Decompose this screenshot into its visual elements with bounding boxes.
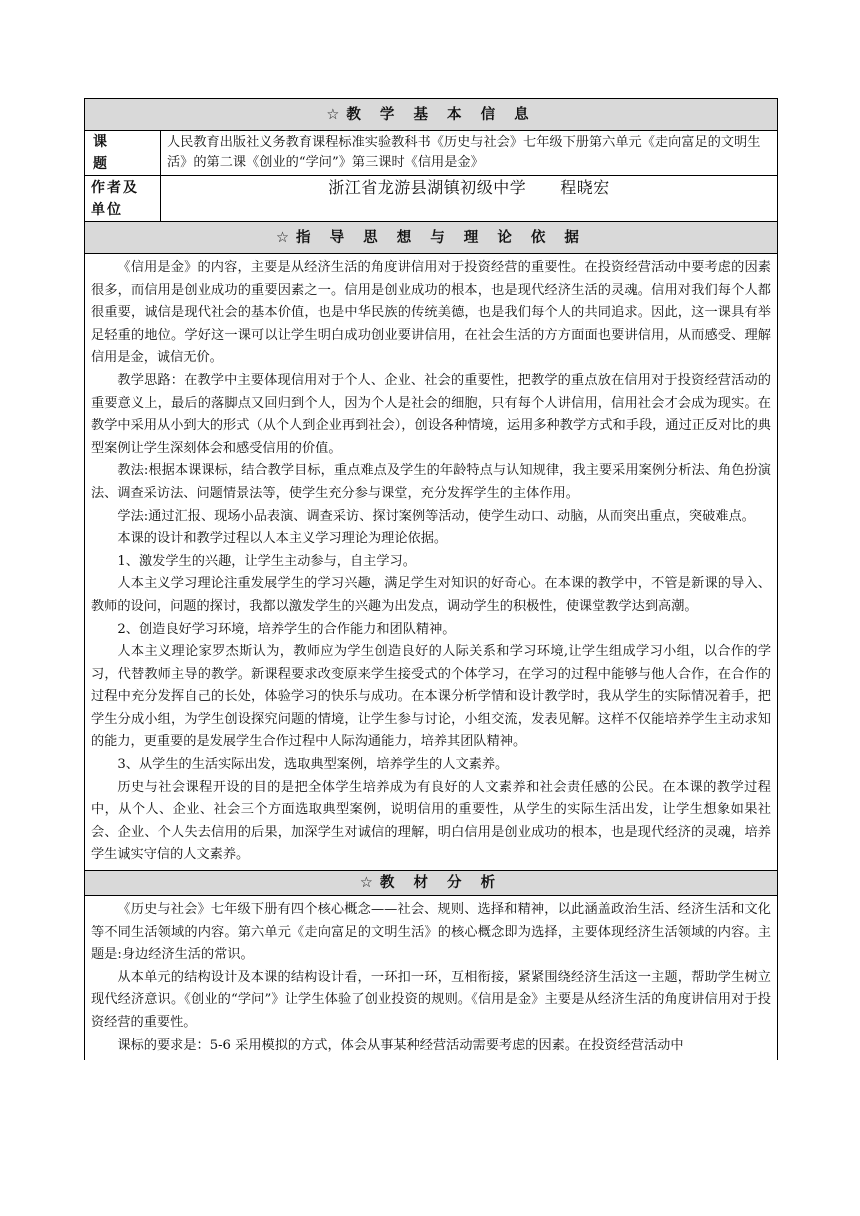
guiding-paragraph: 历史与社会课程开设的目的是把全体学生培养成为有良好的人文素养和社会责任感的公民。在本课的教学过程中，从个人、企业、社会三个方面选取典型案例，说明信用的重要性，从学生的实际生活出发，让学生想象如果社会、企业、个人失去信用的后果，加深学生对诚信的理解，明白信用是创业成功的根本，也是现代经济的灵魂，培养学生诚实守信的人文素养。 (91, 779, 771, 863)
textbook-paragraph: 从本单元的结构设计及本课的结构设计看，一环扣一环，互相衔接，紧紧围绕经济生活这一主题，帮助学生树立现代经济意识。《创业的“学问”》让学生体验了创业投资的规则。《信用是金》主要是从经济生活的角度讲信用对于投资经营的重要性。 (91, 969, 771, 1030)
guiding-header-row (85, 222, 778, 254)
guiding-paragraph: 1、激发学生的兴趣，让学生主动参与，自主学习。 (117, 553, 416, 569)
textbook-paragraph: 课标的要求是：5-6 采用模拟的方式，体会从事某种经营活动需要考虑的因素。在投资经营活动中 (117, 1037, 684, 1053)
lesson-plan-table (84, 98, 778, 1060)
guiding-paragraph: 本课的设计和教学过程以人本主义学习理论为理论依据。 (117, 531, 448, 547)
guiding-header: ☆指 导 思 想 与 理 论 依 据 (85, 222, 778, 254)
author-row (85, 176, 778, 222)
textbook-body-row (85, 896, 778, 1061)
topic-row (85, 131, 778, 176)
author-info (161, 176, 778, 222)
textbook-header: ☆教 材 分 析 (85, 871, 778, 896)
author-school: 浙江省龙游县湖镇初级中学 (328, 178, 527, 197)
textbook-body (85, 896, 778, 1061)
textbook-paragraph: 《历史与社会》七年级下册有四个核心概念——社会、规则、选择和精神，以此涵盖政治生活、经济生活和文化等不同生活领域的内容。第六单元《走向富足的文明生活》的核心概念即为选择，主要体现经济生活领域的内容。主题是:身边经济生活的常识。 (91, 902, 771, 963)
guiding-body (85, 254, 778, 871)
basic-info-header: ☆教 学 基 本 信 息 (85, 99, 778, 131)
guiding-paragraph: 人本主义理论家罗杰斯认为，教师应为学生创造良好的人际关系和学习环境,让学生组成学习小组，以合作的学习，代替教师主导的教学。新课程要求改变原来学生接受式的个体学习，在学习的过程中能够与他人合作，在合作的过程中充分发挥自己的长处，体验学习的快乐与成功。在本课分析学情和设计教学时，我从学生的实际情况着手，把学生分成小组，为学生创设探究问题的情境，让学生参与讨论，小组交流，发表见解。这样不仅能培养学生主动求知的能力，更重要的是发展学生合作过程中人际沟通能力，培养其团队精神。 (91, 644, 772, 750)
guiding-body-row (85, 254, 778, 871)
guiding-paragraph: 3、从学生的生活实际出发，选取典型案例，培养学生的人文素养。 (117, 757, 509, 773)
guiding-paragraph: 2、创造良好学习环境，培养学生的合作能力和团队精神。 (117, 621, 456, 637)
guiding-paragraph: 《信用是金》的内容，主要是从经济生活的角度讲信用对于投资经营的重要性。在投资经营活动中要考虑的因素很多，而信用是创业成功的重要因素之一。信用是创业成功的根本，也是现代经济生活的灵魂。信用对我们每个人都很重要，诚信是现代社会的基本价值，也是中华民族的传统美德，也是我们每个人的共同追求。因此，这一课具有举足轻重的地位。学好这一课可以让学生明白成功创业要讲信用，在社会生活的方方面面也要讲信用，从而感受、理解信用是金，诚信无价。 (91, 260, 771, 366)
basic-info-header-row (85, 99, 778, 131)
guiding-paragraph: 人本主义学习理论注重发展学生的学习兴趣，满足学生对知识的好奇心。在本课的教学中，不管是新课的导入、教师的设问，问题的探讨，我都以激发学生的兴趣为出发点，调动学生的积极性，使课堂教学达到高潮。 (91, 576, 771, 614)
textbook-header-row (85, 871, 778, 896)
author-name: 程晓宏 (560, 178, 610, 197)
guiding-paragraph: 教法:根据本课课标，结合教学目标，重点难点及学生的年龄特点与认知规律，我主要采用案例分析法、角色扮演法、调查采访法、问题情景法等，使学生充分参与课堂，充分发挥学生的主体作用。 (91, 463, 771, 501)
guiding-paragraph: 学法:通过汇报、现场小品表演、调查采访、探讨案例等活动，使学生动口、动脑，从而突出重点，突破难点。 (117, 508, 755, 524)
author-label: 作者及单位 (85, 176, 161, 222)
guiding-paragraph: 教学思路：在教学中主要体现信用对于个人、企业、社会的重要性，把教学的重点放在信用对于投资经营活动的重要意义上，最后的落脚点又回归到个人，因为个人是社会的细胞，只有每个人讲信用，信用社会才会成为现实。在教学中采用从小到大的形式（从个人到企业再到社会），创设各种情境，运用多种教学方式和手段，通过正反对比的典型案例让学生深刻体会和感受信用的价值。 (91, 372, 771, 456)
topic-label: 课 题 (85, 131, 161, 176)
topic-text: 人民教育出版社义务教育课程标准实验教科书《历史与社会》七年级下册第六单元《走向富足的文明生活》的第二课《创业的“学问”》第三课时《信用是金》 (161, 131, 778, 176)
